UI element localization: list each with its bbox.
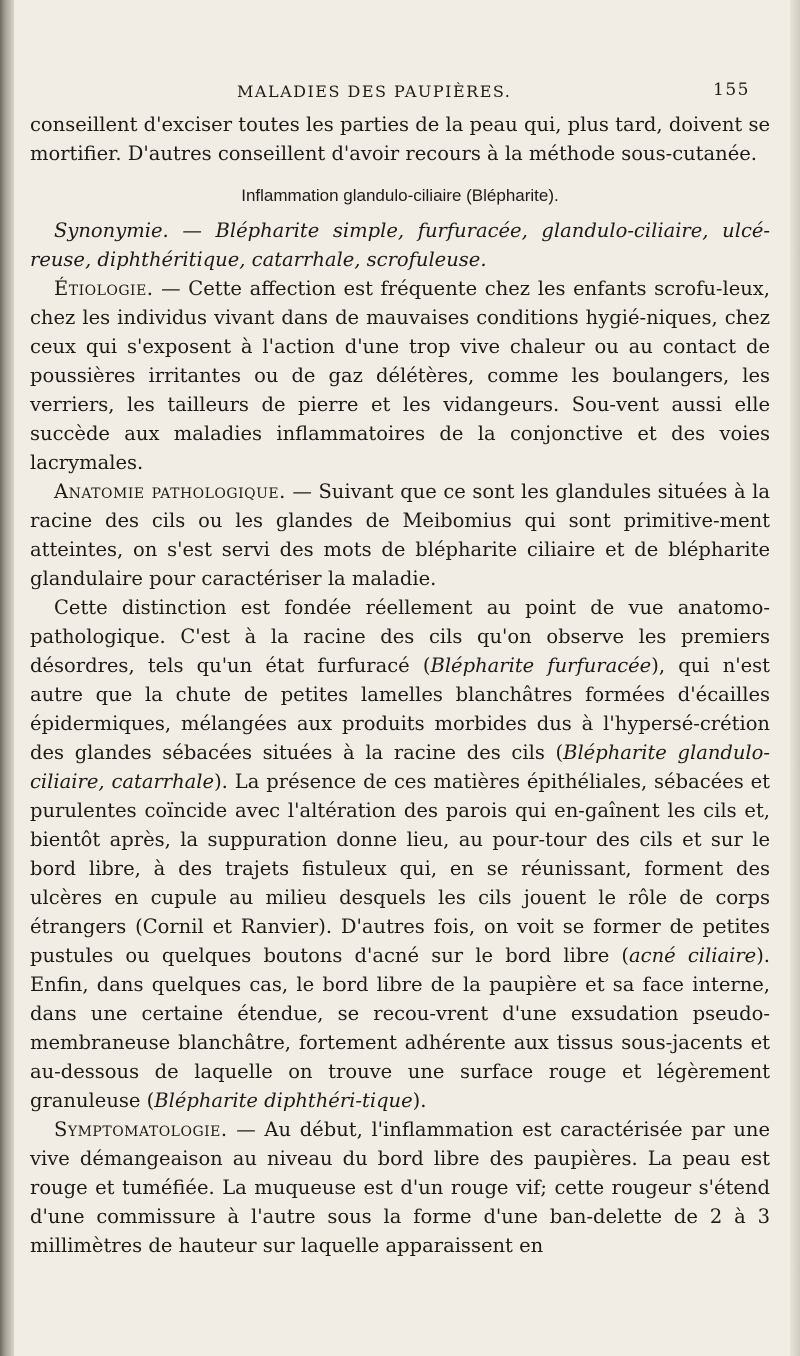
synonymie-label: Synonymie. <box>54 219 169 242</box>
page-edge <box>790 0 800 1356</box>
anatomie-label: Anatomie pathologique. <box>54 480 286 503</box>
distinction-italic-3: acné ciliaire <box>629 944 757 967</box>
distinction-italic-1: Blépharite furfuracée <box>430 654 652 677</box>
distinction-italic-2: Blépharite glandulo-ciliaire, catarrhale <box>30 741 770 793</box>
anatomie-text: — Suivant que ce sont les glandules situées à la racine des cils ou les glandes de Meibomius qui sont primitive-ment atteintes, on s'est servi des mots de blépharite ciliaire et de blépharite glandulaire pour caractériser la maladie. <box>30 480 770 590</box>
distinction-italic-4: Blépharite diphthéri-tique <box>154 1089 413 1112</box>
distinction-paragraph <box>30 593 770 1115</box>
page-number: 155 <box>713 80 750 100</box>
etiologie-label: Étiologie. <box>54 277 154 300</box>
symptomatologie-text: — Au début, l'inflammation est caractérisée par une vive démangeaison au niveau du bord libre des paupières. La peau est rouge et tuméfiée. La muqueuse est d'un rouge vif; cette rougeur s'étend d'une commissure à l'autre sous la forme d'une ban-delette de 2 à 3 millimètres de hauteur sur laquelle apparaissent en <box>30 1118 770 1257</box>
distinction-text-2: ), qui n'est autre que la chute de petites lamelles blanchâtres formées d'écailles épidermiques, mélangées aux produits morbides dus à l'hypersé-crétion des glandes sébacées situées à la racine des cils ( <box>30 654 770 764</box>
book-page <box>30 76 770 1260</box>
etiologie-paragraph <box>30 274 770 477</box>
distinction-text-3: ). La présence de ces matières épithéliales, sébacées et purulentes coïncide avec l'altération des parois qui en-gaînent les cils et, bientôt après, la suppuration donne lieu, au pour-tour des cils et sur le bord libre, à des trajets fistuleux qui, en se réunissant, forment des ulcères en cupule au milieu desquels les cils jouent le rôle de corps étrangers (Cornil et Ranvier). D'autres fois, on voit se former de petites pustules ou quelques boutons d'acné sur le bord libre ( <box>30 770 770 967</box>
page-header <box>30 76 770 110</box>
symptomatologie-paragraph <box>30 1115 770 1260</box>
distinction-text-4: ). Enfin, dans quelques cas, le bord libre de la paupière et sa face interne, dans une certaine étendue, se recou-vrent d'une exsudation pseudo-membraneuse blanchâtre, fortement adhérente aux tissus sous-jacents et au-dessous de laquelle on trouve une surface rouge et légèrement granuleuse ( <box>30 944 771 1112</box>
synonymie-text: — Blépharite simple, furfuracée, glandulo-ciliaire, ulcé-reuse, diphthéritique, catarrhale, scrofuleuse. <box>30 219 770 271</box>
book-spine-shadow <box>0 0 14 1356</box>
section-title: Inflammation glandulo-ciliaire (Blépharite). <box>241 186 559 205</box>
anatomie-paragraph <box>30 477 770 593</box>
distinction-text-5: ). <box>412 1089 427 1112</box>
running-title: MALADIES DES PAUPIÈRES. <box>237 82 512 101</box>
intro-paragraph: conseillent d'exciser toutes les parties de la peau qui, plus tard, doivent se mortifier. D'autres conseillent d'avoir recours à la méthode sous-cutanée. <box>30 113 770 165</box>
distinction-text-1: Cette distinction est fondée réellement au point de vue anatomo-pathologique. C'est à la racine des cils qu'on observe les premiers désordres, tels qu'un état furfuracé ( <box>30 596 770 677</box>
symptomatologie-label: Symptomatologie. <box>54 1118 228 1141</box>
synonymie-paragraph <box>30 216 770 274</box>
etiologie-text: — Cette affection est fréquente chez les enfants scrofu-leux, chez les individus vivant dans de mauvaises conditions hygié-niques, chez ceux qui s'exposent à l'action d'une trop vive chaleur ou au contact de poussières irritantes ou de gaz délétères, comme les boulangers, les verriers, les tailleurs de pierre et les vidangeurs. Sou-vent aussi elle succède aux maladies inflammatoires de la conjonctive et des voies lacrymales. <box>30 277 770 474</box>
